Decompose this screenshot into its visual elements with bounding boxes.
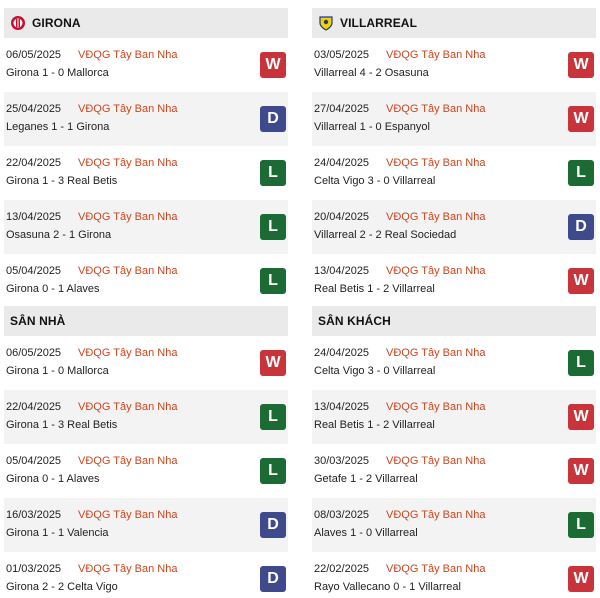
result-badge: W bbox=[568, 106, 594, 132]
competition-link[interactable]: VĐQG Tây Ban Nha bbox=[386, 455, 486, 467]
match-date: 05/04/2025 bbox=[6, 265, 62, 277]
competition-link[interactable]: VĐQG Tây Ban Nha bbox=[78, 49, 178, 61]
away-form-panel bbox=[312, 306, 596, 598]
match-date: 30/03/2025 bbox=[314, 455, 370, 467]
match-date: 13/04/2025 bbox=[314, 265, 370, 277]
away-header bbox=[312, 306, 596, 336]
competition-link[interactable]: VĐQG Tây Ban Nha bbox=[386, 509, 486, 521]
girona-form-panel bbox=[4, 8, 288, 308]
competition-link[interactable]: VĐQG Tây Ban Nha bbox=[78, 157, 178, 169]
result-badge: L bbox=[568, 160, 594, 186]
match-score: Girona 2 - 2 Celta Vigo bbox=[6, 581, 118, 593]
result-badge: W bbox=[568, 458, 594, 484]
match-row[interactable] bbox=[4, 254, 288, 308]
match-score: Girona 1 - 0 Mallorca bbox=[6, 365, 109, 377]
villarreal-rows bbox=[312, 38, 596, 308]
result-badge: D bbox=[260, 512, 286, 538]
home-rows bbox=[4, 336, 288, 598]
result-badge: W bbox=[568, 268, 594, 294]
match-row[interactable] bbox=[4, 92, 288, 146]
match-date: 08/03/2025 bbox=[314, 509, 370, 521]
match-row[interactable] bbox=[4, 38, 288, 92]
match-date: 06/05/2025 bbox=[6, 347, 62, 359]
match-date: 22/04/2025 bbox=[6, 157, 62, 169]
away-rows bbox=[312, 336, 596, 598]
match-date: 05/04/2025 bbox=[6, 455, 62, 467]
girona-rows bbox=[4, 38, 288, 308]
competition-link[interactable]: VĐQG Tây Ban Nha bbox=[78, 401, 178, 413]
match-row[interactable] bbox=[4, 444, 288, 498]
match-row[interactable] bbox=[312, 552, 596, 598]
match-row[interactable] bbox=[312, 146, 596, 200]
match-score: Real Betis 1 - 2 Villarreal bbox=[314, 283, 435, 295]
match-score: Alaves 1 - 0 Villarreal bbox=[314, 527, 418, 539]
match-row[interactable] bbox=[4, 552, 288, 598]
match-score: Girona 1 - 0 Mallorca bbox=[6, 67, 109, 79]
result-badge: W bbox=[260, 350, 286, 376]
home-header bbox=[4, 306, 288, 336]
team-name: VILLARREAL bbox=[340, 16, 417, 30]
match-row[interactable] bbox=[4, 390, 288, 444]
match-score: Osasuna 2 - 1 Girona bbox=[6, 229, 112, 241]
match-row[interactable] bbox=[312, 390, 596, 444]
home-form-panel bbox=[4, 306, 288, 598]
result-badge: W bbox=[260, 52, 286, 78]
result-badge: L bbox=[260, 214, 286, 240]
match-date: 06/05/2025 bbox=[6, 49, 62, 61]
match-score: Real Betis 1 - 2 Villarreal bbox=[314, 419, 435, 431]
result-badge: L bbox=[568, 512, 594, 538]
match-date: 25/04/2025 bbox=[6, 103, 62, 115]
match-row[interactable] bbox=[4, 200, 288, 254]
match-date: 01/03/2025 bbox=[6, 563, 62, 575]
section-title: SÂN NHÀ bbox=[10, 314, 66, 328]
match-score: Villarreal 1 - 0 Espanyol bbox=[314, 121, 430, 133]
result-badge: L bbox=[260, 268, 286, 294]
match-score: Villarreal 2 - 2 Real Sociedad bbox=[314, 229, 457, 241]
competition-link[interactable]: VĐQG Tây Ban Nha bbox=[386, 563, 486, 575]
match-row[interactable] bbox=[312, 498, 596, 552]
result-badge: W bbox=[568, 566, 594, 592]
result-badge: W bbox=[568, 52, 594, 78]
competition-link[interactable]: VĐQG Tây Ban Nha bbox=[78, 211, 178, 223]
girona-crest-icon bbox=[10, 15, 26, 31]
match-row[interactable] bbox=[312, 254, 596, 308]
competition-link[interactable]: VĐQG Tây Ban Nha bbox=[78, 563, 178, 575]
match-row[interactable] bbox=[4, 146, 288, 200]
match-row[interactable] bbox=[312, 444, 596, 498]
match-date: 13/04/2025 bbox=[314, 401, 370, 413]
team-name: GIRONA bbox=[32, 16, 81, 30]
match-score: Celta Vigo 3 - 0 Villarreal bbox=[314, 175, 436, 187]
section-title: SÂN KHÁCH bbox=[318, 314, 391, 328]
match-row[interactable] bbox=[312, 38, 596, 92]
competition-link[interactable]: VĐQG Tây Ban Nha bbox=[78, 509, 178, 521]
competition-link[interactable]: VĐQG Tây Ban Nha bbox=[386, 49, 486, 61]
result-badge: L bbox=[568, 350, 594, 376]
competition-link[interactable]: VĐQG Tây Ban Nha bbox=[78, 347, 178, 359]
match-row[interactable] bbox=[312, 336, 596, 390]
villarreal-crest-icon bbox=[318, 15, 334, 31]
match-date: 27/04/2025 bbox=[314, 103, 370, 115]
match-row[interactable] bbox=[312, 92, 596, 146]
match-score: Getafe 1 - 2 Villarreal bbox=[314, 473, 418, 485]
result-badge: D bbox=[260, 566, 286, 592]
competition-link[interactable]: VĐQG Tây Ban Nha bbox=[386, 157, 486, 169]
match-score: Girona 0 - 1 Alaves bbox=[6, 473, 100, 485]
villarreal-header bbox=[312, 8, 596, 38]
match-date: 20/04/2025 bbox=[314, 211, 370, 223]
match-score: Celta Vigo 3 - 0 Villarreal bbox=[314, 365, 436, 377]
competition-link[interactable]: VĐQG Tây Ban Nha bbox=[386, 401, 486, 413]
result-badge: L bbox=[260, 458, 286, 484]
match-row[interactable] bbox=[4, 336, 288, 390]
match-date: 16/03/2025 bbox=[6, 509, 62, 521]
competition-link[interactable]: VĐQG Tây Ban Nha bbox=[386, 265, 486, 277]
competition-link[interactable]: VĐQG Tây Ban Nha bbox=[386, 347, 486, 359]
result-badge: L bbox=[260, 160, 286, 186]
result-badge: D bbox=[260, 106, 286, 132]
match-score: Girona 1 - 3 Real Betis bbox=[6, 419, 118, 431]
result-badge: W bbox=[568, 404, 594, 430]
match-date: 22/04/2025 bbox=[6, 401, 62, 413]
competition-link[interactable]: VĐQG Tây Ban Nha bbox=[386, 103, 486, 115]
villarreal-form-panel bbox=[312, 8, 596, 308]
match-score: Villarreal 4 - 2 Osasuna bbox=[314, 67, 429, 79]
match-row[interactable] bbox=[4, 498, 288, 552]
competition-link[interactable]: VĐQG Tây Ban Nha bbox=[386, 211, 486, 223]
girona-header bbox=[4, 8, 288, 38]
match-date: 13/04/2025 bbox=[6, 211, 62, 223]
match-date: 03/05/2025 bbox=[314, 49, 370, 61]
match-row[interactable] bbox=[312, 200, 596, 254]
match-score: Girona 1 - 3 Real Betis bbox=[6, 175, 118, 187]
match-score: Leganes 1 - 1 Girona bbox=[6, 121, 110, 133]
match-date: 22/02/2025 bbox=[314, 563, 370, 575]
competition-link[interactable]: VĐQG Tây Ban Nha bbox=[78, 265, 178, 277]
match-score: Rayo Vallecano 0 - 1 Villarreal bbox=[314, 581, 461, 593]
match-date: 24/04/2025 bbox=[314, 347, 370, 359]
match-score: Girona 0 - 1 Alaves bbox=[6, 283, 100, 295]
match-score: Girona 1 - 1 Valencia bbox=[6, 527, 109, 539]
match-date: 24/04/2025 bbox=[314, 157, 370, 169]
result-badge: L bbox=[260, 404, 286, 430]
competition-link[interactable]: VĐQG Tây Ban Nha bbox=[78, 103, 178, 115]
competition-link[interactable]: VĐQG Tây Ban Nha bbox=[78, 455, 178, 467]
result-badge: D bbox=[568, 214, 594, 240]
